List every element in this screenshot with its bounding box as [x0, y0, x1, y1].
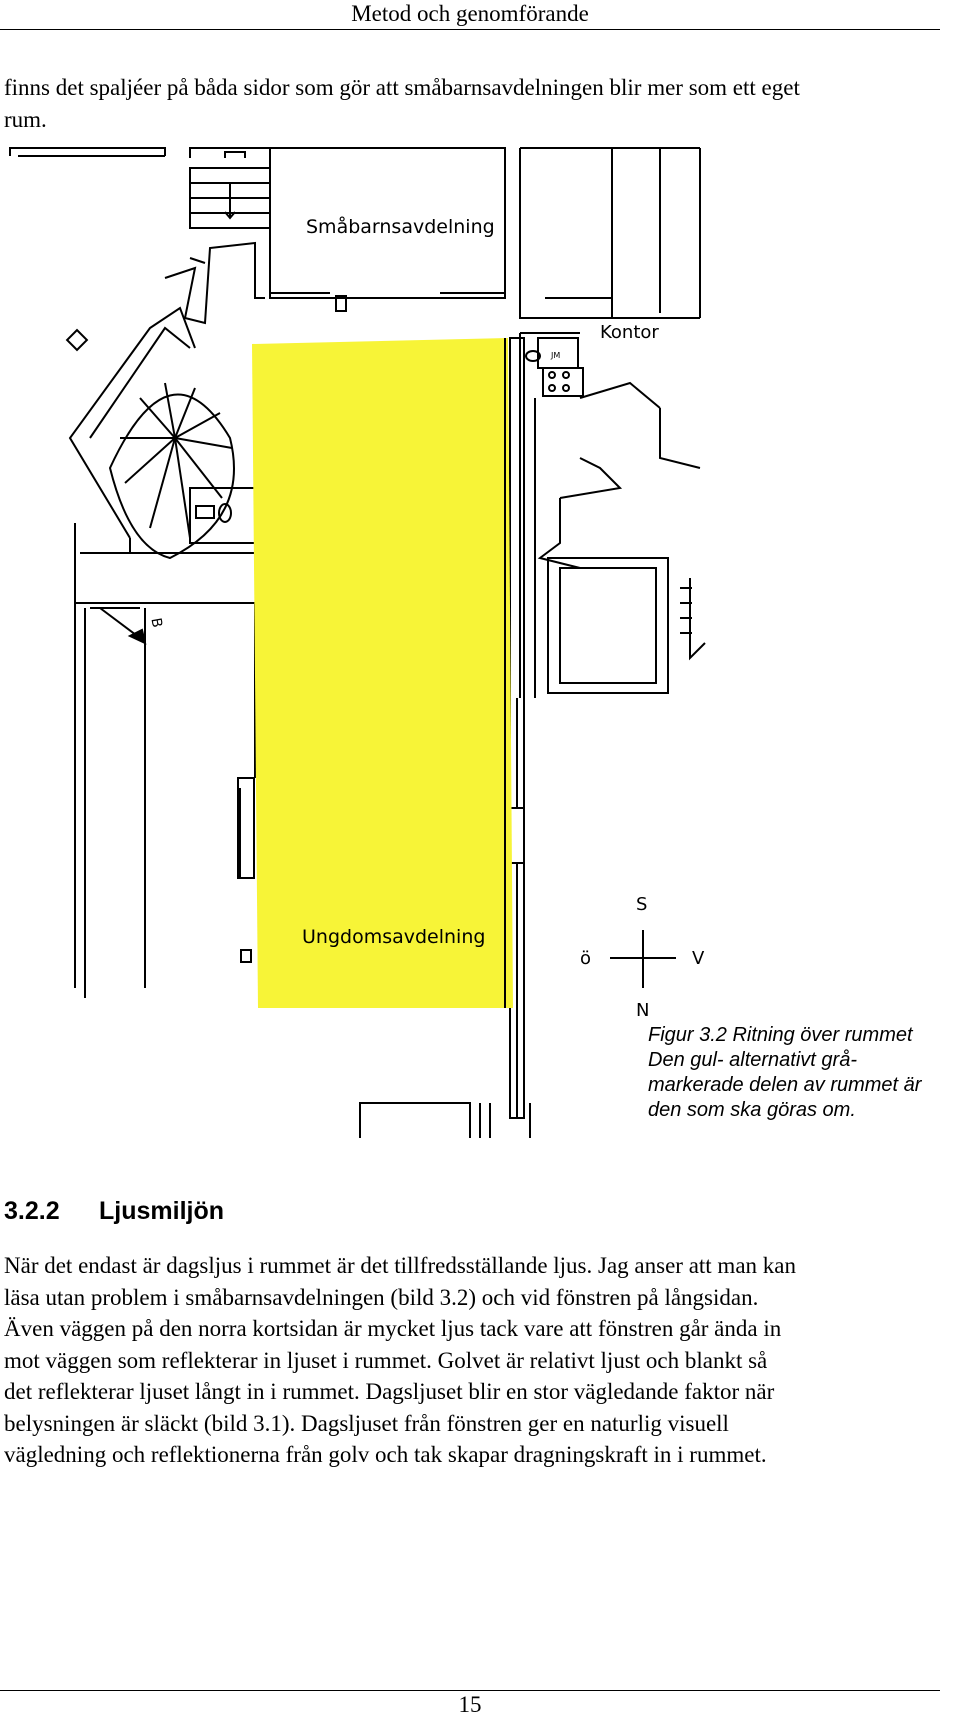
- plan-wall: [520, 148, 700, 318]
- plan-fixture: [196, 506, 214, 518]
- body-line: belysningen är släckt (bild 3.1). Dagsljuset från fönstren ger en naturlig visuell: [4, 1410, 729, 1436]
- running-header: Metod och genomförande: [351, 1, 589, 26]
- label-mark-b: B: [147, 616, 165, 629]
- body-line: vägledning och reflektionerna från golv och tak skapar dragningskraft in i rummet.: [4, 1442, 767, 1467]
- intro-line: rum.: [4, 107, 47, 132]
- plan-wall: [10, 148, 165, 156]
- label-upper-room: Småbarnsavdelning: [306, 216, 495, 238]
- plan-wall: [560, 458, 620, 498]
- plan-wall: [165, 243, 265, 323]
- plan-wall: [190, 258, 205, 263]
- section-title: Ljusmiljön: [99, 1197, 224, 1225]
- plan-wall: [90, 328, 190, 438]
- plan-wall: [130, 478, 255, 553]
- plan-fixture: [67, 330, 87, 350]
- page-number: 15: [458, 1692, 482, 1717]
- compass-north: N: [636, 1000, 650, 1021]
- plan-fixture: [563, 385, 569, 391]
- compass-west: V: [692, 948, 705, 969]
- plan-stair: [150, 438, 175, 528]
- plan-fixture: [549, 372, 555, 378]
- compass: [580, 894, 705, 1021]
- caption-line: Den gul- alternativt grå-: [648, 1049, 857, 1071]
- body-line: det reflekterar ljuset långt in i rummet. Dagsljuset blir en stor vägledande faktor när: [4, 1379, 775, 1404]
- plan-fixture: [563, 372, 569, 378]
- body-line: Även väggen på den norra kortsidan är mycket ljus tack vare att fönstren går ända in: [4, 1316, 782, 1341]
- label-mark-wc: JM: [551, 351, 561, 360]
- plan-wall: [560, 568, 656, 683]
- body-paragraph: [4, 1250, 944, 1471]
- body-line: När det endast är dagsljus i rummet är det tillfredsställande ljus. Jag anser att man kan: [4, 1253, 796, 1278]
- section-number: 3.2.2: [4, 1197, 60, 1225]
- plan-wall: [548, 558, 668, 693]
- highlight-area: [252, 338, 513, 1008]
- plan-wall: [660, 408, 700, 468]
- plan-wall: [70, 308, 195, 538]
- plan-fixture: [543, 368, 583, 396]
- footer-rule: [0, 1690, 940, 1691]
- intro-paragraph: [4, 72, 934, 136]
- body-line: läsa utan problem i småbarnsavdelningen (bild 3.2) och vid fönstren på långsidan.: [4, 1284, 759, 1310]
- body-line: mot väggen som reflekterar in ljuset i rummet. Golvet är relativt ljust och blankt så: [4, 1347, 768, 1373]
- compass-east: ö: [580, 948, 592, 969]
- plan-wall: [580, 383, 660, 408]
- plan-stair: [175, 438, 232, 448]
- caption-line: den som ska göras om.: [648, 1099, 856, 1121]
- plan-stair: [125, 438, 175, 483]
- figure-caption: [648, 1023, 960, 1123]
- intro-line: finns det spaljéer på båda sidor som gör att småbarnsavdelningen blir mer som ett eget: [4, 75, 800, 100]
- section-heading: [4, 1196, 224, 1226]
- plan-wall: [510, 808, 524, 863]
- caption-line: Figur 3.2 Ritning över rummet: [648, 1024, 913, 1046]
- plan-stair: [175, 413, 220, 438]
- plan-wall: [225, 152, 245, 158]
- plan-fixture: [241, 950, 251, 962]
- plan-wall: [360, 1103, 470, 1138]
- caption-line: markerade delen av rummet är: [648, 1074, 922, 1096]
- header-rule: [0, 29, 940, 30]
- label-office: Kontor: [600, 322, 659, 343]
- floor-plan: [0, 138, 720, 1138]
- plan-stair: [690, 578, 705, 658]
- label-lower-room: Ungdomsavdelning: [302, 926, 486, 948]
- plan-fixture: [190, 488, 255, 543]
- plan-wall: [75, 523, 255, 603]
- compass-south: S: [636, 894, 648, 915]
- plan-fixture: [549, 385, 555, 391]
